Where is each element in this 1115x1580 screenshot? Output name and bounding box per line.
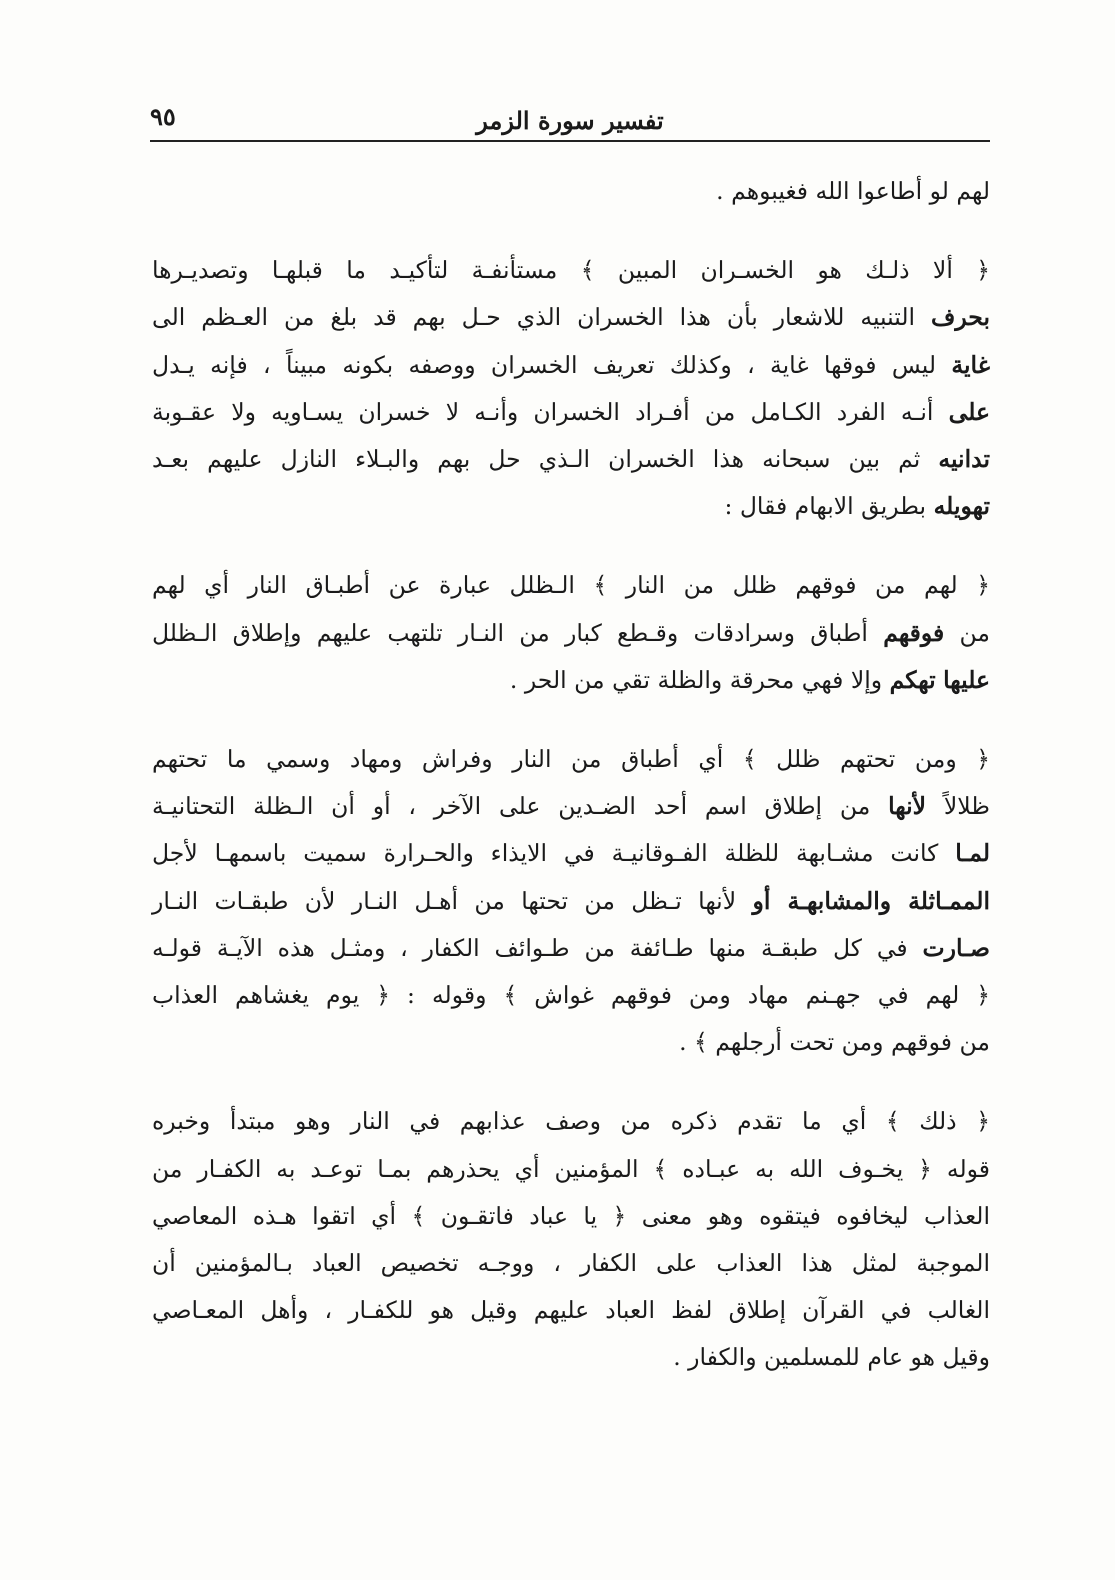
text-line — [152, 783, 990, 830]
text-line — [152, 483, 990, 530]
bold-lead-word: على — [948, 397, 990, 426]
text-line — [152, 830, 990, 877]
text-segment: أطباق وسرادقات وقـطع كبار من النـار تلتهب عليهم وإطلاق الـظلل — [152, 618, 884, 647]
bold-lead-word: بحرف — [930, 303, 990, 332]
text-line — [152, 562, 990, 609]
paragraph — [152, 247, 990, 530]
text-line — [152, 294, 990, 341]
text-segment: في كل طبقـة منها طـائفة من طـوائف الكفار ، ومثـل هذه الآيـة قولـه — [152, 933, 923, 962]
text-segment: أنـه الفرد الكـامل من أفـراد الخسران وأنـه لا خسران يسـاويه ولا عقـوبة — [152, 397, 949, 426]
text-segment: العذاب ليخافوه فيتقوه وهو معنى ﴿ يا عباد فاتقـون ﴾ أي اتقوا هـذه المعاصي — [152, 1201, 990, 1230]
text-segment: كانت مشـابهة للظلة الفـوقانيـة في الايذاء والحـرارة سميت باسمهـا لأجل — [152, 839, 956, 868]
bold-lead-word: غاية — [951, 350, 990, 379]
text-segment: ﴿ ذلك ﴾ أي ما تقدم ذكره من وصف عذابهم في النار وهو مبتدأ وخبره — [152, 1107, 990, 1136]
bold-lead-word: صـارت — [922, 933, 990, 962]
bold-lead-word: تهكم — [889, 665, 936, 694]
text-segment: لأنها تـظل من تحتها من أهـل النـار لأن طبقـات النـار — [152, 886, 753, 915]
text-line — [152, 1334, 990, 1381]
text-line — [152, 972, 990, 1019]
paragraph — [152, 1098, 990, 1381]
text-line — [152, 925, 990, 972]
text-line — [152, 342, 990, 389]
bold-lead-word: تدانيه — [938, 445, 990, 474]
text-segment: ﴿ ومن تحتهم ظلل ﴾ أي أطباق من النار وفراش ومهاد وسمي ما تحتهم — [152, 745, 990, 774]
text-line — [152, 657, 990, 704]
paragraph — [152, 562, 990, 704]
commentary-text — [152, 168, 990, 1382]
text-line — [152, 168, 990, 215]
text-line — [152, 1098, 990, 1145]
text-segment: بطريق الابهام فقال : — [724, 492, 934, 521]
text-line — [152, 389, 990, 436]
page-number: ٩٥ — [150, 102, 176, 131]
text-segment: الغالب في القرآن إطلاق لفظ العباد عليهم وقيل هو للكفـار ، وأهل المعـاصي — [152, 1296, 990, 1325]
text-segment: ثم بين سبحانه هذا الخسران الـذي حل بهم والبـلاء النازل عليهم بعـد — [152, 445, 939, 474]
bold-lead-word: تهويله — [933, 492, 990, 521]
text-segment — [936, 666, 943, 694]
bold-lead-word: لمـا — [955, 839, 990, 868]
running-header — [150, 98, 990, 142]
bold-lead-word: فوقهم — [883, 618, 945, 647]
text-line — [152, 878, 990, 925]
text-segment: التنبيه للاشعار بأن هذا الخسران الذي حـل بهم قد بلغ من العـظم الى — [152, 303, 931, 332]
text-segment: ﴿ ألا ذلـك هو الخسـران المبين ﴾ مستأنفـة لتأكيـد ما قبلهـا وتصديـرها — [152, 256, 990, 285]
text-line — [152, 610, 990, 657]
bold-lead-word: عليها — [943, 665, 990, 694]
text-segment: من — [944, 618, 990, 647]
text-line — [152, 436, 990, 483]
text-segment: ﴿ لهم في جهـنم مهاد ومن فوقهم غواش ﴾ وقوله : ﴿ يوم يغشاهم العذاب — [152, 981, 990, 1010]
text-line — [152, 1146, 990, 1193]
paragraph — [152, 168, 990, 215]
text-segment: قوله ﴿ يخـوف الله به عبـاده ﴾ المؤمنين أي يحذرهم بمـا توعـد به الكفـار من — [152, 1154, 990, 1183]
text-line — [152, 1019, 990, 1066]
bold-lead-word: الممـاثلة والمشابهـة أو — [752, 886, 991, 915]
text-line — [152, 1193, 990, 1240]
text-segment: ﴿ لهم من فوقهم ظلل من النار ﴾ الـظلل عبارة عن أطبـاق النار أي لهم — [152, 571, 990, 600]
surah-title: تفسير سورة الزمر — [476, 106, 664, 135]
bold-lead-word: لأنها — [888, 792, 927, 821]
paragraph — [152, 736, 990, 1066]
text-line — [152, 736, 990, 783]
text-segment: وإلا فهي محرقة والظلة تقي من الحر . — [509, 665, 890, 694]
text-segment: وقيل هو عام للمسلمين والكفار . — [673, 1343, 990, 1372]
text-segment: ظلالاً — [926, 792, 990, 821]
text-segment: ليس فوقها غاية ، وكذلك تعريف الخسران ووصفه بكونه مبيناً ، فإنه يـدل — [152, 350, 952, 379]
text-line — [152, 1287, 990, 1334]
text-line — [152, 1240, 990, 1287]
text-segment: لهم لو أطاعوا الله فغيبوهم . — [716, 177, 990, 205]
text-segment: من إطلاق اسم أحد الضـدين على الآخر ، أو أن الـظلة التحتانيـة — [152, 792, 889, 821]
text-segment: الموجبة لمثل هذا العذاب على الكفار ، ووجـه تخصيص العباد بـالمؤمنين أن — [152, 1249, 990, 1278]
text-line — [152, 247, 990, 294]
text-segment: من فوقهم ومن تحت أرجلهم ﴾ . — [679, 1028, 990, 1057]
